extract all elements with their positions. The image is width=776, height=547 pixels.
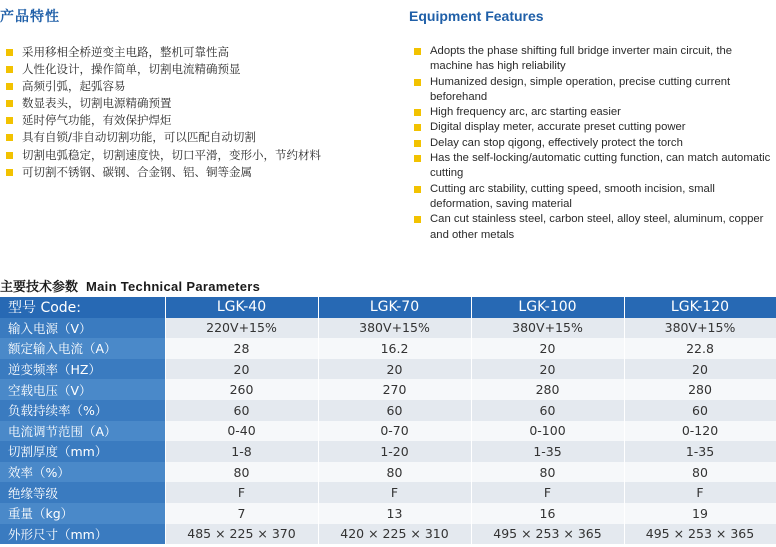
bullet-square-icon (414, 48, 421, 55)
param-label-cell: 效率（%） (0, 462, 165, 483)
feature-cn-item-text: 人性化设计，操作简单，切割电流精确预显 (22, 62, 241, 77)
params-table (0, 297, 776, 544)
feature-cn-item (6, 95, 386, 112)
param-value-cell: 1-20 (318, 441, 471, 462)
table-row (0, 524, 776, 545)
feature-cn-item (6, 147, 386, 164)
param-label-cell: 逆变频率（HZ） (0, 359, 165, 380)
feature-en-item-text: Humanized design, simple operation, precise cutting current beforehand (430, 75, 731, 103)
features-cn-title: 产品特性 (0, 9, 60, 25)
feature-en-item-text: Digital display meter, accurate preset cutting power (430, 121, 686, 134)
param-value-cell: 80 (165, 462, 318, 483)
bullet-square-icon (6, 100, 13, 107)
param-label-cell: 负载持续率（%） (0, 400, 165, 421)
bullet-square-icon (6, 152, 13, 159)
param-value-cell: 80 (624, 462, 776, 483)
table-row (0, 400, 776, 421)
table-row (0, 441, 776, 462)
bullet-square-icon (414, 124, 421, 131)
param-value-cell: 20 (471, 338, 624, 359)
param-label-cell: 空载电压（V） (0, 379, 165, 400)
feature-cn-item-text: 延时停气功能，有效保护焊炬 (22, 113, 172, 128)
param-value-cell: 420 × 225 × 310 (318, 524, 471, 545)
params-header-row (0, 297, 776, 318)
feature-cn-item-text: 可切割不锈钢、碳钢、合金钢、铝、铜等金属 (22, 164, 252, 179)
table-row (0, 359, 776, 380)
feature-en-item-text: Delay can stop qigong, effectively protect the torch (430, 136, 683, 149)
param-value-cell: 20 (165, 359, 318, 380)
bullet-square-icon (414, 186, 421, 193)
bullet-square-icon (414, 140, 421, 147)
param-value-cell: 1-35 (624, 441, 776, 462)
feature-cn-item-text: 具有自锁/非自动切割功能，可以匹配自动切割 (22, 130, 256, 145)
param-value-cell: 60 (624, 400, 776, 421)
params-title-cn: 主要技术参数 (0, 280, 79, 295)
table-row (0, 379, 776, 400)
param-value-cell: 0-70 (318, 421, 471, 442)
param-label-cell: 绝缘等级 (0, 482, 165, 503)
feature-en-item (414, 44, 776, 75)
feature-cn-item (6, 129, 386, 146)
param-value-cell: 260 (165, 379, 318, 400)
feature-cn-item (6, 164, 386, 181)
table-row (0, 482, 776, 503)
param-value-cell: 16.2 (318, 338, 471, 359)
feature-en-item-text: High frequency arc, arc starting easier (430, 106, 621, 119)
param-value-cell: 380V+15% (471, 318, 624, 339)
feature-cn-item (6, 78, 386, 95)
param-value-cell: 80 (318, 462, 471, 483)
param-value-cell: 80 (471, 462, 624, 483)
param-value-cell: 380V+15% (318, 318, 471, 339)
feature-en-item (414, 105, 776, 120)
feature-cn-item-text: 采用移相全桥逆变主电路，整机可靠性高 (22, 45, 229, 59)
bullet-square-icon (414, 79, 421, 86)
feature-en-item-text: Cutting arc stability, cutting speed, smooth incision, small deformation, saving material (430, 182, 715, 210)
param-value-cell: 270 (318, 379, 471, 400)
param-value-cell: 0-120 (624, 421, 776, 442)
param-label-cell: 切割厚度（mm） (0, 441, 165, 462)
features-en-title: Equipment Features (409, 8, 544, 24)
bullet-square-icon (6, 134, 13, 141)
feature-en-item-text: Adopts the phase shifting full bridge inverter main circuit, the machine has high reliability (430, 45, 733, 73)
param-value-cell: 220V+15% (165, 318, 318, 339)
param-value-cell: 20 (624, 359, 776, 380)
param-label-cell: 外形尺寸（mm） (0, 524, 165, 545)
param-value-cell: 1-8 (165, 441, 318, 462)
param-value-cell: 0-100 (471, 421, 624, 442)
feature-en-item (414, 120, 776, 135)
features-cn-list (6, 44, 386, 181)
param-value-cell: 19 (624, 503, 776, 524)
param-value-cell: 495 × 253 × 365 (471, 524, 624, 545)
feature-cn-item (6, 44, 386, 61)
feature-cn-item-text: 切割电弧稳定，切割速度快，切口平滑，变形小，节约材料 (22, 147, 321, 162)
param-value-cell: 28 (165, 338, 318, 359)
param-value-cell: F (624, 482, 776, 503)
feature-en-item (414, 151, 776, 182)
params-title-en: Main Technical Parameters (86, 279, 261, 294)
param-value-cell: 60 (318, 400, 471, 421)
param-value-cell: 16 (471, 503, 624, 524)
feature-en-item-text: Has the self-locking/automatic cutting function, can match automatic cutting (430, 152, 771, 180)
param-value-cell: 20 (471, 359, 624, 380)
feature-cn-item (6, 61, 386, 78)
param-value-cell: F (471, 482, 624, 503)
param-label-cell: 电流调节范围（A） (0, 421, 165, 442)
param-label-cell: 输入电源（V） (0, 318, 165, 339)
param-label-cell: 重量（kg） (0, 503, 165, 524)
feature-en-item (414, 75, 776, 106)
header-model-cell: LGK-120 (624, 297, 776, 318)
header-model-cell: LGK-40 (165, 297, 318, 318)
param-value-cell: 60 (165, 400, 318, 421)
feature-cn-item-text: 高频引弧，起弧容易 (22, 79, 126, 94)
bullet-square-icon (6, 49, 13, 56)
table-row (0, 503, 776, 524)
param-value-cell: F (165, 482, 318, 503)
feature-cn-item-text: 数显表头，切割电源精确预置 (22, 96, 172, 111)
table-row (0, 421, 776, 442)
header-code-cell: 型号 Code: (0, 297, 165, 318)
bullet-square-icon (414, 155, 421, 162)
feature-en-item (414, 136, 776, 151)
param-value-cell: 20 (318, 359, 471, 380)
bullet-square-icon (6, 169, 13, 176)
bullet-square-icon (6, 66, 13, 73)
param-value-cell: 380V+15% (624, 318, 776, 339)
header-model-cell: LGK-70 (318, 297, 471, 318)
feature-en-item (414, 182, 776, 213)
bullet-square-icon (6, 83, 13, 90)
param-label-cell: 额定输入电流（A） (0, 338, 165, 359)
param-value-cell: 1-35 (471, 441, 624, 462)
feature-en-item-text: Can cut stainless steel, carbon steel, alloy steel, aluminum, copper and other metals (430, 213, 764, 241)
param-value-cell: 485 × 225 × 370 (165, 524, 318, 545)
param-value-cell: 60 (471, 400, 624, 421)
param-value-cell: 13 (318, 503, 471, 524)
table-row (0, 318, 776, 339)
table-row (0, 462, 776, 483)
param-value-cell: 495 × 253 × 365 (624, 524, 776, 545)
features-en-list (414, 44, 776, 243)
param-value-cell: 7 (165, 503, 318, 524)
params-title (0, 276, 260, 295)
param-value-cell: 0-40 (165, 421, 318, 442)
param-value-cell: 22.8 (624, 338, 776, 359)
bullet-square-icon (414, 109, 421, 116)
param-value-cell: 280 (471, 379, 624, 400)
bullet-square-icon (414, 216, 421, 223)
feature-en-item (414, 212, 776, 243)
bullet-square-icon (6, 117, 13, 124)
param-value-cell: F (318, 482, 471, 503)
table-row (0, 338, 776, 359)
feature-cn-item (6, 112, 386, 129)
param-value-cell: 280 (624, 379, 776, 400)
header-model-cell: LGK-100 (471, 297, 624, 318)
